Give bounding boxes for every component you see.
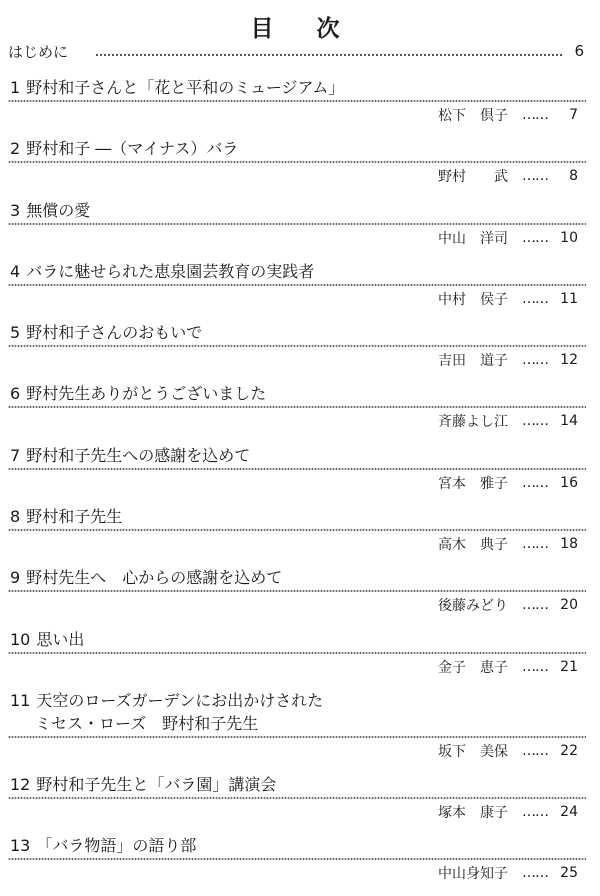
dotted-divider: [8, 735, 586, 739]
entry-title: [10, 773, 276, 796]
entry-number: 7: [10, 445, 21, 465]
toc-entry[interactable]: [0, 628, 600, 689]
page-number: 20: [560, 597, 578, 614]
dotted-divider: [8, 283, 586, 287]
toc-entry[interactable]: [0, 505, 600, 566]
page-number: 7: [569, 107, 578, 123]
entry-number: 4: [10, 261, 21, 281]
page-number: 12: [560, 352, 578, 369]
page-number: 14: [560, 413, 578, 430]
entry-number: 1: [10, 78, 21, 97]
entry-title-text: 野村和子先生への感謝を込めて: [26, 445, 251, 465]
entry-title: [10, 566, 282, 589]
author-name: 坂下 美保: [438, 743, 508, 760]
dot-leader: ……: [522, 474, 548, 491]
dot-leader: ……: [522, 168, 548, 185]
dotted-divider: [8, 651, 586, 655]
dot-leader: ……: [522, 413, 548, 430]
dotted-divider: [8, 467, 586, 471]
entry-number: 8: [10, 507, 21, 527]
entry-title: [10, 505, 122, 528]
toc-entry[interactable]: [0, 76, 600, 137]
author-name: 野村 武: [438, 169, 508, 186]
dotted-divider: [8, 528, 586, 532]
dot-leader: ……: [522, 597, 548, 614]
toc-entry[interactable]: [0, 773, 600, 834]
entry-number: 11: [10, 690, 31, 710]
entry-author-line: [438, 801, 578, 823]
page-number: 11: [560, 290, 578, 307]
page-number: 16: [560, 474, 578, 491]
entry-title: [10, 444, 250, 467]
dot-leader: ……: [522, 536, 548, 553]
entry-author-line: [438, 410, 578, 432]
entry-title: [10, 689, 323, 735]
dot-leader: ……: [522, 290, 548, 307]
author-name: 松下 倶子: [438, 108, 508, 124]
page-number: 22: [560, 742, 578, 759]
entry-author-line: [438, 349, 578, 371]
entry-title: [10, 76, 344, 99]
author-name: 金子 恵子: [438, 659, 508, 676]
entry-author-line: [438, 740, 578, 762]
toc-entry[interactable]: [0, 199, 600, 260]
entry-title: [10, 260, 314, 283]
dot-leader: [96, 54, 562, 56]
page-number: 24: [560, 803, 578, 820]
entry-title-text: 野村先生へ 心からの感謝を込めて: [26, 568, 283, 588]
entry-number: 2: [10, 139, 21, 159]
page-number: 18: [560, 536, 578, 553]
entry-title: [10, 834, 196, 857]
page-number: 25: [560, 865, 578, 882]
page-number: 21: [560, 658, 578, 675]
entry-title: [10, 137, 238, 160]
dotted-divider: [8, 796, 586, 800]
toc-entry[interactable]: [0, 321, 600, 382]
dot-leader: ……: [522, 803, 548, 820]
dot-leader: ……: [522, 742, 548, 759]
entry-title-text: 野村和子さんと「花と平和のミュージアム」: [26, 78, 345, 97]
entry-author-line: [438, 594, 578, 616]
entry-title-text: 野村和子先生: [26, 507, 123, 527]
entry-title-text: 「バラ物語」の語り部: [36, 836, 197, 856]
entry-number: 10: [10, 629, 31, 649]
dotted-divider: [8, 589, 586, 593]
dot-leader: ……: [522, 107, 548, 123]
page-number: 8: [569, 168, 578, 185]
entry-title-text: 野村和子 ―（マイナス）バラ: [26, 139, 239, 159]
toc-entry[interactable]: [0, 382, 600, 443]
author-name: 塚本 康子: [438, 804, 508, 821]
entry-author-line: [438, 227, 578, 249]
entry-number: 6: [10, 384, 21, 404]
dotted-divider: [8, 99, 586, 103]
intro-label: はじめに: [8, 42, 69, 61]
entry-title-continuation: ミセス・ローズ 野村和子先生: [35, 713, 259, 733]
entry-author-line: [438, 472, 578, 494]
entry-title-text: 天空のローズガーデンにお出かけされた: [36, 690, 324, 710]
entry-title-text: 野村和子先生と「バラ園」講演会: [36, 774, 277, 794]
entry-title-text: 野村和子さんのおもいで: [26, 323, 203, 343]
entry-title: [10, 199, 90, 222]
toc-intro-row[interactable]: [8, 40, 584, 62]
toc-entry[interactable]: [0, 260, 600, 321]
dotted-divider: [8, 222, 586, 226]
entry-number: 9: [10, 568, 21, 588]
toc-entry[interactable]: [0, 137, 600, 198]
author-name: 中村 侯子: [438, 291, 508, 308]
dotted-divider: [8, 160, 586, 164]
entry-number: 3: [10, 200, 21, 220]
entry-title: [10, 628, 84, 651]
author-name: 宮本 雅子: [438, 475, 508, 492]
toc-list: [0, 76, 600, 896]
entry-number: 12: [10, 774, 31, 794]
entry-author-line: [438, 862, 578, 884]
entry-author-line: [438, 104, 578, 126]
entry-number: 5: [10, 323, 21, 343]
dot-leader: ……: [522, 865, 548, 882]
dot-leader: ……: [522, 352, 548, 369]
author-name: 中山身知子: [438, 866, 508, 883]
dot-leader: ……: [522, 229, 548, 246]
entry-title: [10, 382, 266, 405]
entry-title: [10, 321, 202, 344]
author-name: 高木 典子: [438, 537, 508, 554]
entry-author-line: [438, 288, 578, 310]
toc-entry[interactable]: [0, 566, 600, 627]
author-name: 吉田 道子: [438, 353, 508, 370]
entry-number: 13: [10, 836, 31, 856]
entry-title-text: 思い出: [36, 629, 85, 649]
entry-title-text: 無償の愛: [26, 200, 91, 220]
author-name: 後藤みどり: [438, 598, 508, 615]
toc-entry[interactable]: [0, 689, 600, 773]
toc-entry[interactable]: [0, 444, 600, 505]
author-name: 斉藤よし江: [438, 414, 508, 431]
page-number: 10: [560, 229, 578, 246]
dotted-divider: [8, 857, 586, 861]
dotted-divider: [8, 344, 586, 348]
entry-author-line: [438, 165, 578, 187]
page-title: 目 次: [250, 16, 350, 42]
entry-title-text: バラに魅せられた恵泉園芸教育の実践者: [26, 261, 315, 281]
dot-leader: ……: [522, 658, 548, 675]
toc-entry[interactable]: [0, 834, 600, 895]
intro-page-number: 6: [574, 42, 584, 60]
entry-title-text: 野村先生ありがとうございました: [26, 384, 267, 404]
author-name: 中山 洋司: [438, 230, 508, 247]
entry-author-line: [438, 533, 578, 555]
dotted-divider: [8, 405, 586, 409]
entry-author-line: [438, 656, 578, 678]
